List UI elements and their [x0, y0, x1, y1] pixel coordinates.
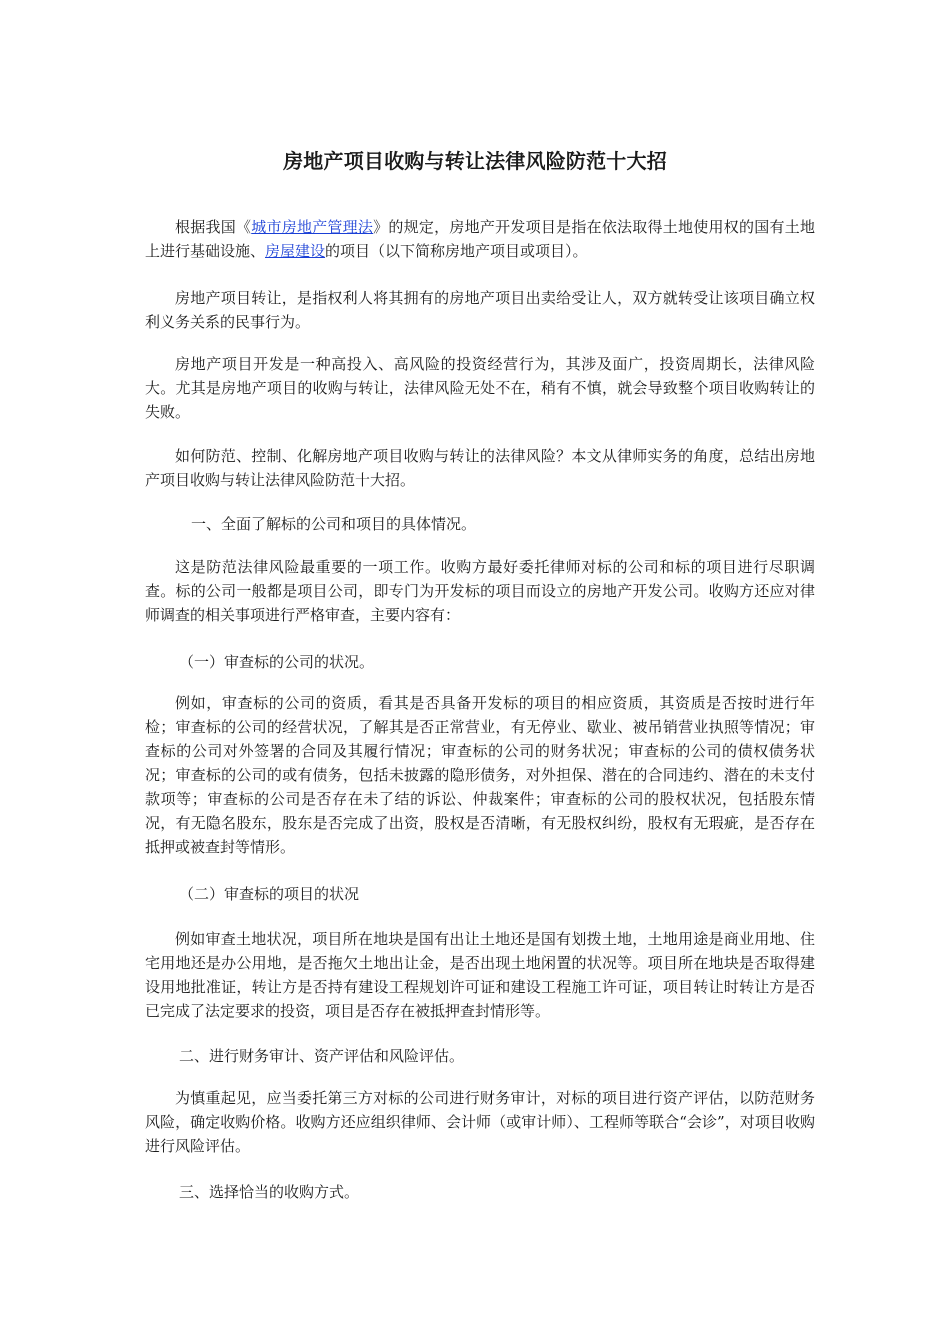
paragraph-audit-evaluation: 为慎重起见，应当委托第三方对标的公司进行财务审计，对标的项目进行资产评估，以防范财务风险，确定收购价格。收购方还应组织律师、会计师（或审计师）、工程师等联合“会诊”，对项目收购进行风险评估。 — [145, 1089, 815, 1155]
paragraph-project-review: 例如审查土地状况，项目所在地块是国有出让土地还是国有划拨土地，土地用途是商业用地、住宅用地还是办公用地，是否拖欠土地出让金，是否出现土地闲置的状况等。项目所在地块是否取得建设用地批准证，转让方是否持有建设工程规划许可证和建设工程施工许可证，项目转让时转让方是否已完成了法定要求的投资，项目是否存在被抵押查封情形等。 — [145, 930, 815, 1020]
paragraph-risk-overview: 房地产项目开发是一种高投入、高风险的投资经营行为，其涉及面广，投资周期长，法律风险大。尤其是房地产项目的收购与转让，法律风险无处不在，稍有不慎，就会导致整个项目收购转让的失败。 — [145, 355, 815, 421]
paragraph-company-review: 例如，审查标的公司的资质，看其是否具备开发标的项目的相应资质，其资质是否按时进行年检；审查标的公司的经营状况，了解其是否正常营业，有无停业、歇业、被吊销营业执照等情况；审查标的公司对外签署的合同及其履行情况；审查标的公司的财务状况；审查标的公司的债权债务状况；审查标的公司的或有债务，包括未披露的隐形债务，对外担保、潜在的合同违约、潜在的未支付款项等；审查标的公司是否存在未了结的诉讼、仲裁案件；审查标的公司的股权状况，包括股东情况，有无隐名股东，股东是否完成了出资，股权是否清晰，有无股权纠纷，股权有无瑕疵，是否存在抵押或被查封等情形。 — [145, 694, 815, 856]
document-title: 房地产项目收购与转让法律风险防范十大招 — [283, 149, 667, 173]
paragraph-transfer-definition: 房地产项目转让，是指权利人将其拥有的房地产项目出卖给受让人，双方就转受让该项目确立权利义务关系的民事行为。 — [145, 289, 815, 331]
section-heading-2: 二、进行财务审计、资产评估和风险评估。 — [179, 1047, 465, 1065]
link-housing-construction[interactable]: 房屋建设 — [265, 242, 326, 260]
section-heading-3: 三、选择恰当的收购方式。 — [179, 1183, 360, 1201]
subsection-heading-company: （一）审查标的公司的状况。 — [179, 653, 375, 671]
intro-text-start: 根据我国《 — [175, 218, 252, 236]
intro-text-middle: 》的规定，房地产开发项目是指在依法取得土地使用权的国有土地上进行基础设施、 — [145, 218, 815, 260]
link-urban-real-estate-law[interactable]: 城市房地产管理法 — [251, 218, 374, 236]
section-heading-1: 一、全面了解标的公司和项目的具体情况。 — [191, 515, 477, 533]
paragraph-due-diligence: 这是防范法律风险最重要的一项工作。收购方最好委托律师对标的公司和标的项目进行尽职调查。标的公司一般都是项目公司，即专门为开发标的项目而设立的房地产开发公司。收购方还应对律师调查的相关事项进行严格审查，主要内容有： — [145, 558, 815, 624]
paragraph-how-to-prevent: 如何防范、控制、化解房地产项目收购与转让的法律风险？本文从律师实务的角度，总结出房地产项目收购与转让法律风险防范十大招。 — [145, 447, 815, 489]
intro-text-end: 的项目（以下简称房地产项目或项目）。 — [325, 242, 588, 260]
subsection-heading-project: （二）审查标的项目的状况 — [179, 885, 360, 903]
paragraph-intro — [145, 215, 815, 263]
